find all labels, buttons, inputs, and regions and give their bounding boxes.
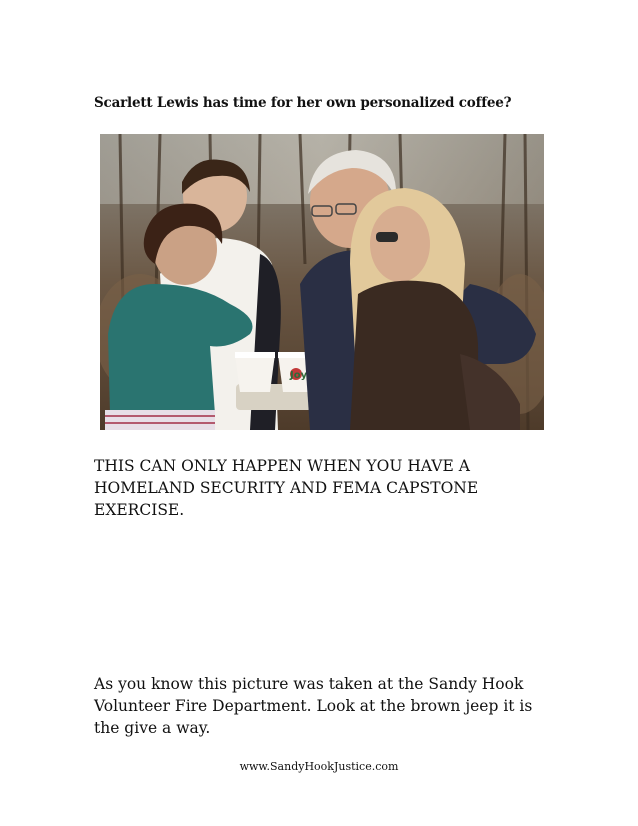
footer-url[interactable]: www.SandyHookJustice.com xyxy=(239,760,399,773)
paragraph-capstone: THIS CAN ONLY HAPPEN WHEN YOU HAVE A HOMELAND SECURITY AND FEMA CAPSTONE EXERCISE. xyxy=(94,457,479,519)
news-photo xyxy=(100,134,544,430)
cup-text: Joy xyxy=(290,370,308,381)
page-heading: Scarlett Lewis has time for her own personalized coffee? xyxy=(94,95,512,111)
paragraph-sandy-hook: As you know this picture was taken at the Sandy Hook Volunteer Fire Department. Look at the brown jeep it is the give a way. xyxy=(94,675,533,737)
